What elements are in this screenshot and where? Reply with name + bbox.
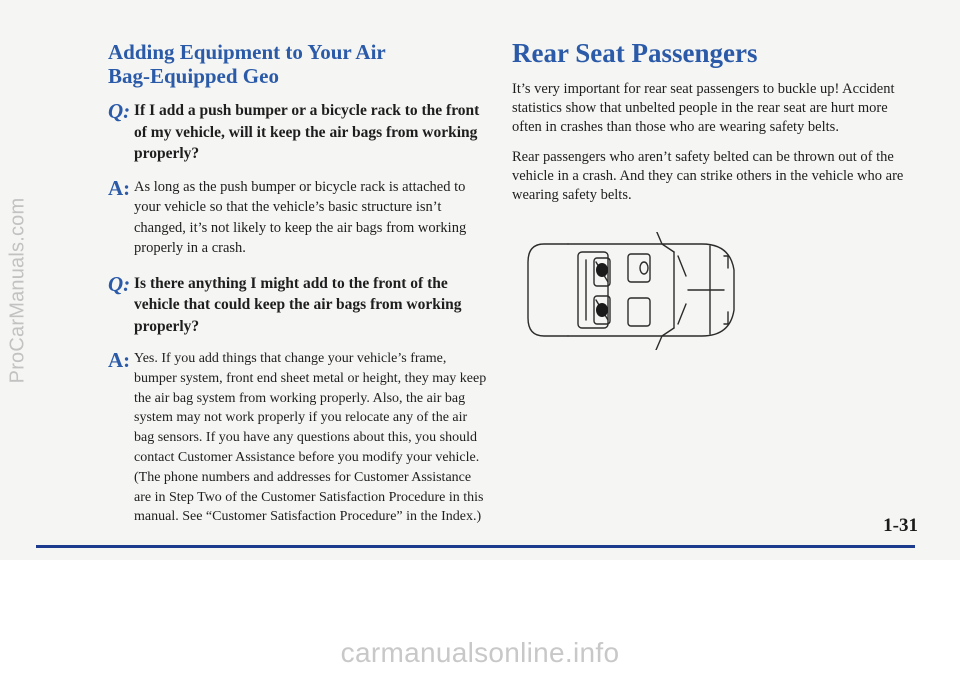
rear-passenger-heads <box>596 263 608 317</box>
question-text: Is there anything I might add to the front of the vehicle that could keep the air bags from working properly? <box>134 274 462 335</box>
side-watermark-text: ProCarManuals.com <box>6 197 29 383</box>
section-heading-line-1: Adding Equipment to Your Air <box>108 40 386 64</box>
section-heading-rear-seat: Rear Seat Passengers <box>512 38 758 68</box>
body-paragraph: It’s very important for rear seat passengers to buckle up! Accident statistics show that unbelted people in the rear seat are hurt more often in crashes than those who are wearing safety belts. <box>512 81 895 135</box>
rear-passenger-head-left <box>596 263 608 277</box>
page-number: 1-31 <box>883 515 918 536</box>
bottom-watermark: carmanualsonline.info <box>340 637 620 668</box>
footer-rule <box>36 545 915 548</box>
vehicle-body-outline <box>528 232 734 350</box>
vehicle-top-view-icon <box>524 232 742 350</box>
question-text: If I add a push bumper or a bicycle rack to the front of my vehicle, will it keep the air bags from working properly? <box>134 102 480 162</box>
answer-text: Yes. If you add things that change your vehicle’s frame, bumper system, front end sheet metal or height, they may keep the air bag system from working properly. Also, the air bag system may not work properly if you relocate any of the air bag sensors. If you have any questions about this, you should contact Customer Assistance before you modify your vehicle. (The phone numbers and addresses for Customer Assistance are in Step Two of the Customer Satisfaction Procedure in this manual. See “Customer Satisfaction Procedure” in the Index.) <box>134 351 487 525</box>
question-2 <box>108 273 490 338</box>
section-heading-line-2: Bag-Equipped Geo <box>108 64 279 88</box>
right-column <box>512 38 910 205</box>
question-mark-label: Q: <box>108 99 131 123</box>
question-1 <box>108 100 490 165</box>
rear-passenger-head-right <box>596 303 608 317</box>
left-column <box>108 40 490 527</box>
answer-1 <box>108 177 490 259</box>
answer-text: As long as the push bumper or bicycle rack is attached to your vehicle so that the vehicle’s basic structure isn’t changed, it’s not likely to keep the air bags from working properly in a crash. <box>134 178 467 256</box>
answer-2 <box>108 349 490 527</box>
side-watermark <box>4 60 32 520</box>
answer-mark-label: A: <box>108 348 131 372</box>
body-paragraph: Rear passengers who aren’t safety belted can be thrown out of the vehicle in a crash. And they can strike others in the vehicle who are wearing safety belts. <box>512 149 904 203</box>
answer-mark-label: A: <box>108 175 131 200</box>
section-heading-air-bag <box>108 40 490 88</box>
question-mark-label: Q: <box>108 271 131 296</box>
